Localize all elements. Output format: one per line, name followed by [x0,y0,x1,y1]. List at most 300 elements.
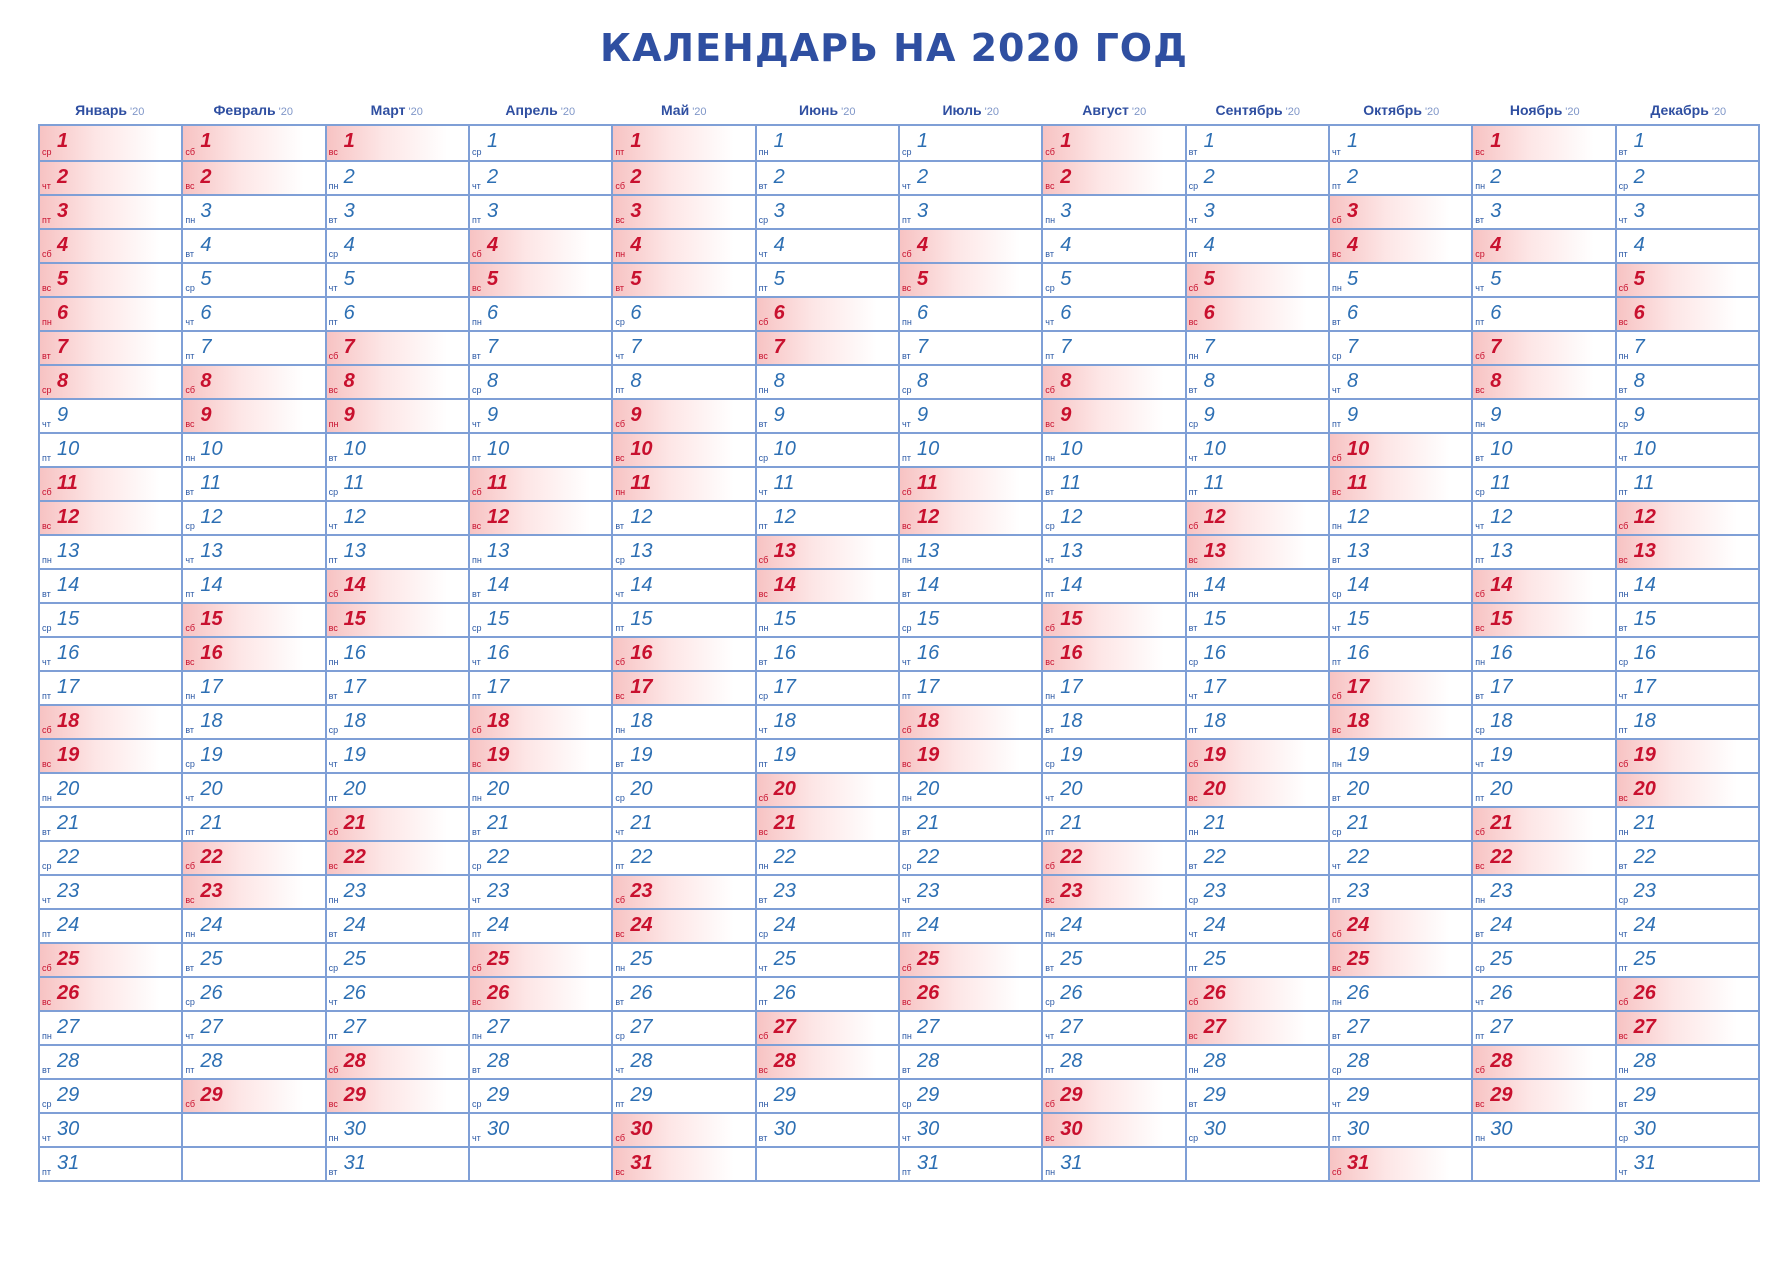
day-number: 26 [1060,982,1083,1004]
day-number: 19 [1203,744,1226,766]
day-cell [40,500,181,534]
day-cell [1330,942,1471,976]
day-cell [470,330,611,364]
day-number: 24 [1060,914,1083,936]
day-cell [1043,466,1184,500]
day-cell [1330,330,1471,364]
day-cell [40,1044,181,1078]
day-number: 22 [1346,846,1370,868]
day-cell [40,194,181,228]
day-cell [183,330,324,364]
day-cell [183,500,324,534]
day-cell [1617,908,1758,942]
day-cell [1473,602,1614,636]
weekday-label: чт [471,181,481,191]
day-cell [1617,364,1758,398]
day-cell [183,738,324,772]
weekday-label: пт [1331,419,1341,429]
month-header [1617,96,1761,124]
day-number: 14 [630,574,653,596]
day-number: 16 [1203,642,1226,664]
day-number: 20 [1346,778,1370,800]
day-cell [613,466,754,500]
weekday-label: вс [615,215,625,225]
month-name: Февраль [213,102,276,118]
weekday-label: пн [901,1031,912,1041]
day-number: 13 [486,540,510,562]
weekday-label: чт [471,1133,481,1143]
day-cell [470,976,611,1010]
day-cell [900,908,1041,942]
weekday-label: сб [758,317,769,327]
day-cell [1043,330,1184,364]
day-number: 6 [1490,302,1502,324]
day-number: 27 [1346,1016,1370,1038]
day-number: 5 [1490,268,1502,290]
day-number: 1 [486,130,499,152]
day-cell [40,228,181,262]
day-number: 5 [773,268,785,290]
day-number: 3 [57,200,69,222]
weekday-label: пн [1188,1065,1199,1075]
day-number: 27 [1490,1016,1513,1038]
day-cell [40,398,181,432]
day-number: 29 [1060,1084,1083,1106]
calendar-grid [38,124,1760,1182]
weekday-label: ср [901,623,912,633]
day-number: 18 [343,710,366,732]
day-number: 5 [343,268,355,290]
day-number: 22 [343,846,366,868]
day-cell [900,874,1041,908]
day-cell [183,466,324,500]
day-cell [1187,1146,1328,1180]
day-number: 27 [916,1016,940,1038]
day-number: 30 [486,1118,510,1140]
day-cell [183,194,324,228]
day-cell [1187,1078,1328,1112]
day-cell [183,772,324,806]
weekday-label: ср [1618,1133,1629,1143]
day-number: 10 [773,438,796,460]
day-cell [613,500,754,534]
day-cell [613,568,754,602]
weekday-label: вс [328,1099,338,1109]
weekday-label: ср [185,521,195,531]
day-number: 8 [773,370,785,392]
day-cell [613,1010,754,1044]
month-column [468,126,611,1180]
day-cell [327,126,468,160]
weekday-label: вт [1475,453,1484,463]
day-number: 6 [343,302,355,324]
day-number: 17 [773,676,796,698]
day-number: 7 [1490,336,1502,358]
weekday-label: чт [185,793,195,803]
day-cell [1330,670,1471,704]
weekday-label: вт [1188,385,1198,395]
day-number: 12 [343,506,366,528]
day-number: 25 [486,948,510,970]
weekday-label: вт [1045,725,1055,735]
day-number: 25 [200,948,223,970]
weekday-label: пн [42,793,52,803]
day-cell [900,1078,1041,1112]
day-cell [1043,364,1184,398]
day-number: 12 [57,506,80,528]
weekday-label: чт [901,1133,911,1143]
day-cell [183,602,324,636]
weekday-label: пт [1618,725,1628,735]
weekday-label: вт [901,827,911,837]
month-year: '20 [1565,106,1580,118]
weekday-label: пт [1188,249,1198,259]
day-cell [757,296,898,330]
day-number: 8 [916,370,929,392]
day-cell [1187,704,1328,738]
weekday-label: сб [1331,929,1342,939]
day-cell [40,976,181,1010]
day-cell [613,772,754,806]
weekday-label: чт [1475,283,1485,293]
day-number: 26 [1203,982,1226,1004]
day-cell [757,908,898,942]
day-number: 30 [343,1118,366,1140]
day-number: 6 [1346,302,1359,324]
day-number: 24 [773,914,796,936]
weekday-label: вс [1618,317,1628,327]
weekday-label: вс [1045,419,1055,429]
day-number: 9 [1203,404,1215,426]
weekday-label: чт [185,1031,195,1041]
weekday-label: пн [615,249,626,259]
day-cell [183,1078,324,1112]
day-number: 16 [630,642,653,664]
day-cell [1330,874,1471,908]
day-number: 7 [200,336,212,358]
day-cell [757,670,898,704]
weekday-label: вс [901,521,912,531]
weekday-label: сб [901,725,912,735]
day-cell [1330,432,1471,466]
day-number: 19 [630,744,653,766]
weekday-label: пн [1188,351,1199,361]
day-cell [1617,1010,1758,1044]
day-number: 11 [630,472,652,494]
day-cell [327,500,468,534]
day-number: 23 [1060,880,1083,902]
day-number: 8 [486,370,499,392]
day-cell [757,1146,898,1180]
month-name: Июнь [799,102,839,118]
day-number: 8 [1490,370,1502,392]
day-cell [470,262,611,296]
day-cell [1043,1146,1184,1180]
weekday-label: вс [758,351,768,361]
day-cell [613,976,754,1010]
day-number: 10 [916,438,940,460]
day-number: 22 [916,846,940,868]
day-cell [1330,704,1471,738]
weekday-label: вт [1475,691,1484,701]
day-cell [1330,228,1471,262]
weekday-label: пн [185,691,196,701]
day-number: 22 [773,846,796,868]
day-cell [900,398,1041,432]
weekday-label: вс [1188,1031,1198,1041]
day-cell [1187,840,1328,874]
day-cell [183,1112,324,1146]
weekday-label: пт [1475,317,1485,327]
day-number: 20 [916,778,940,800]
day-cell [1330,568,1471,602]
weekday-label: вт [471,351,481,361]
day-number: 3 [200,200,212,222]
day-cell [1187,976,1328,1010]
month-column [1471,126,1614,1180]
weekday-label: вс [42,283,52,293]
day-number: 21 [630,812,653,834]
day-number: 16 [1060,642,1083,664]
day-cell [613,1078,754,1112]
month-header [38,96,182,124]
weekday-label: пн [901,555,912,565]
day-cell [613,534,754,568]
day-cell [1330,636,1471,670]
day-number: 25 [1346,948,1370,970]
day-number: 26 [773,982,796,1004]
day-cell [757,704,898,738]
day-number: 24 [1633,914,1656,936]
weekday-label: ср [1188,657,1199,667]
day-number: 28 [57,1050,80,1072]
day-cell [613,364,754,398]
page-title: КАЛЕНДАРЬ НА 2020 ГОД [600,26,1188,70]
day-cell [900,772,1041,806]
day-cell [1330,806,1471,840]
day-cell [183,1010,324,1044]
day-cell [1473,466,1614,500]
weekday-label: вт [328,453,338,463]
day-cell [1617,194,1758,228]
day-number: 16 [1490,642,1513,664]
day-cell [1043,568,1184,602]
weekday-label: пт [615,1099,625,1109]
day-number: 18 [200,710,223,732]
day-number: 22 [1203,846,1226,868]
month-name: Январь [75,102,128,118]
day-number: 25 [1060,948,1083,970]
day-cell [1617,806,1758,840]
weekday-label: вт [758,419,768,429]
day-number: 30 [630,1118,653,1140]
weekday-label: пн [1475,181,1486,191]
weekday-label: вс [185,419,195,429]
weekday-label: вт [1045,249,1055,259]
day-number: 14 [57,574,80,596]
day-cell [1473,262,1614,296]
day-cell [40,1010,181,1044]
day-number: 24 [916,914,940,936]
day-cell [327,704,468,738]
weekday-label: пт [901,691,911,701]
day-number: 12 [630,506,653,528]
day-number: 17 [1060,676,1083,698]
weekday-label: пт [471,929,481,939]
weekday-label: ср [471,1099,482,1109]
day-number: 18 [1490,710,1513,732]
day-number: 22 [1060,846,1083,868]
day-number: 13 [773,540,796,562]
day-cell [470,432,611,466]
day-cell [327,194,468,228]
weekday-label: сб [615,419,625,429]
weekday-label: вт [185,487,195,497]
weekday-label: вс [758,589,768,599]
day-cell [1043,1112,1184,1146]
day-number: 29 [773,1084,796,1106]
weekday-label: пт [901,929,911,939]
weekday-label: ср [1188,895,1199,905]
month-name: Октябрь [1363,102,1422,118]
month-name: Май [660,102,690,118]
day-number: 15 [57,608,80,630]
weekday-label: чт [1331,861,1341,871]
weekday-label: пн [1331,997,1342,1007]
weekday-label: сб [1331,691,1342,701]
day-cell [1617,636,1758,670]
weekday-label: вс [1045,657,1055,667]
day-cell [613,840,754,874]
day-cell [40,636,181,670]
day-number: 20 [57,778,80,800]
weekday-label: пт [42,691,51,701]
day-number: 17 [1633,676,1656,698]
day-number: 20 [1060,778,1083,800]
day-number: 24 [1346,914,1370,936]
day-cell [1187,670,1328,704]
weekday-label: вт [42,1065,51,1075]
weekday-label: чт [758,249,768,259]
day-cell [757,330,898,364]
day-cell [1473,738,1614,772]
day-number: 14 [1490,574,1513,596]
month-name: Август [1082,102,1129,118]
day-number: 29 [630,1084,653,1106]
day-cell [613,160,754,194]
day-cell [470,636,611,670]
weekday-label: чт [1331,623,1341,633]
month-column [1185,126,1328,1180]
day-number: 7 [1633,336,1645,358]
day-cell [613,704,754,738]
day-cell [183,398,324,432]
day-number: 9 [773,404,785,426]
day-cell [1617,1112,1758,1146]
weekday-label: сб [1188,997,1199,1007]
weekday-label: пн [1045,453,1056,463]
day-number: 1 [1490,130,1502,152]
weekday-label: ср [1618,895,1629,905]
day-number: 14 [343,574,366,596]
day-cell [1330,262,1471,296]
day-number: 21 [1203,812,1226,834]
weekday-label: сб [42,963,52,973]
day-number: 6 [630,302,642,324]
day-cell [1187,908,1328,942]
day-number: 6 [916,302,929,324]
day-number: 13 [1490,540,1513,562]
weekday-label: пт [1331,895,1341,905]
day-cell [1617,466,1758,500]
day-cell [40,772,181,806]
day-number: 8 [343,370,355,392]
day-cell [1473,500,1614,534]
day-cell [1043,500,1184,534]
day-number: 29 [916,1084,940,1106]
day-cell [1187,398,1328,432]
day-cell [900,228,1041,262]
weekday-label: вс [1618,793,1628,803]
day-cell [183,636,324,670]
weekday-label: вс [1188,793,1198,803]
day-number: 22 [1490,846,1513,868]
day-number: 17 [343,676,366,698]
day-number: 9 [1490,404,1502,426]
weekday-label: пн [758,385,769,395]
weekday-label: вт [1618,385,1628,395]
day-cell [470,1010,611,1044]
day-number: 4 [200,234,212,256]
weekday-label: чт [1618,691,1628,701]
day-number: 19 [57,744,80,766]
day-cell [40,738,181,772]
day-number: 14 [1060,574,1083,596]
day-cell [1330,840,1471,874]
day-cell [1330,466,1471,500]
day-number: 12 [1203,506,1226,528]
day-number: 23 [1203,880,1226,902]
weekday-label: пн [615,963,626,973]
day-cell [1617,602,1758,636]
weekday-label: вс [1475,147,1485,157]
weekday-label: чт [1618,215,1628,225]
day-cell [327,466,468,500]
weekday-label: ср [758,929,769,939]
day-cell [900,466,1041,500]
day-cell [1473,636,1614,670]
day-number: 24 [1490,914,1513,936]
day-cell [183,670,324,704]
day-cell [1187,262,1328,296]
day-number: 10 [1490,438,1513,460]
weekday-label: сб [1618,759,1629,769]
day-number: 3 [486,200,499,222]
day-cell [40,534,181,568]
day-number: 29 [1346,1084,1370,1106]
day-cell [327,398,468,432]
day-number: 7 [773,336,785,358]
weekday-label: вт [1618,623,1628,633]
weekday-label: чт [1188,215,1198,225]
weekday-label: пн [1331,759,1342,769]
day-cell [183,262,324,296]
day-cell [327,228,468,262]
day-cell [40,840,181,874]
weekday-label: чт [185,555,195,565]
day-number: 19 [200,744,223,766]
month-year: '20 [841,106,856,118]
